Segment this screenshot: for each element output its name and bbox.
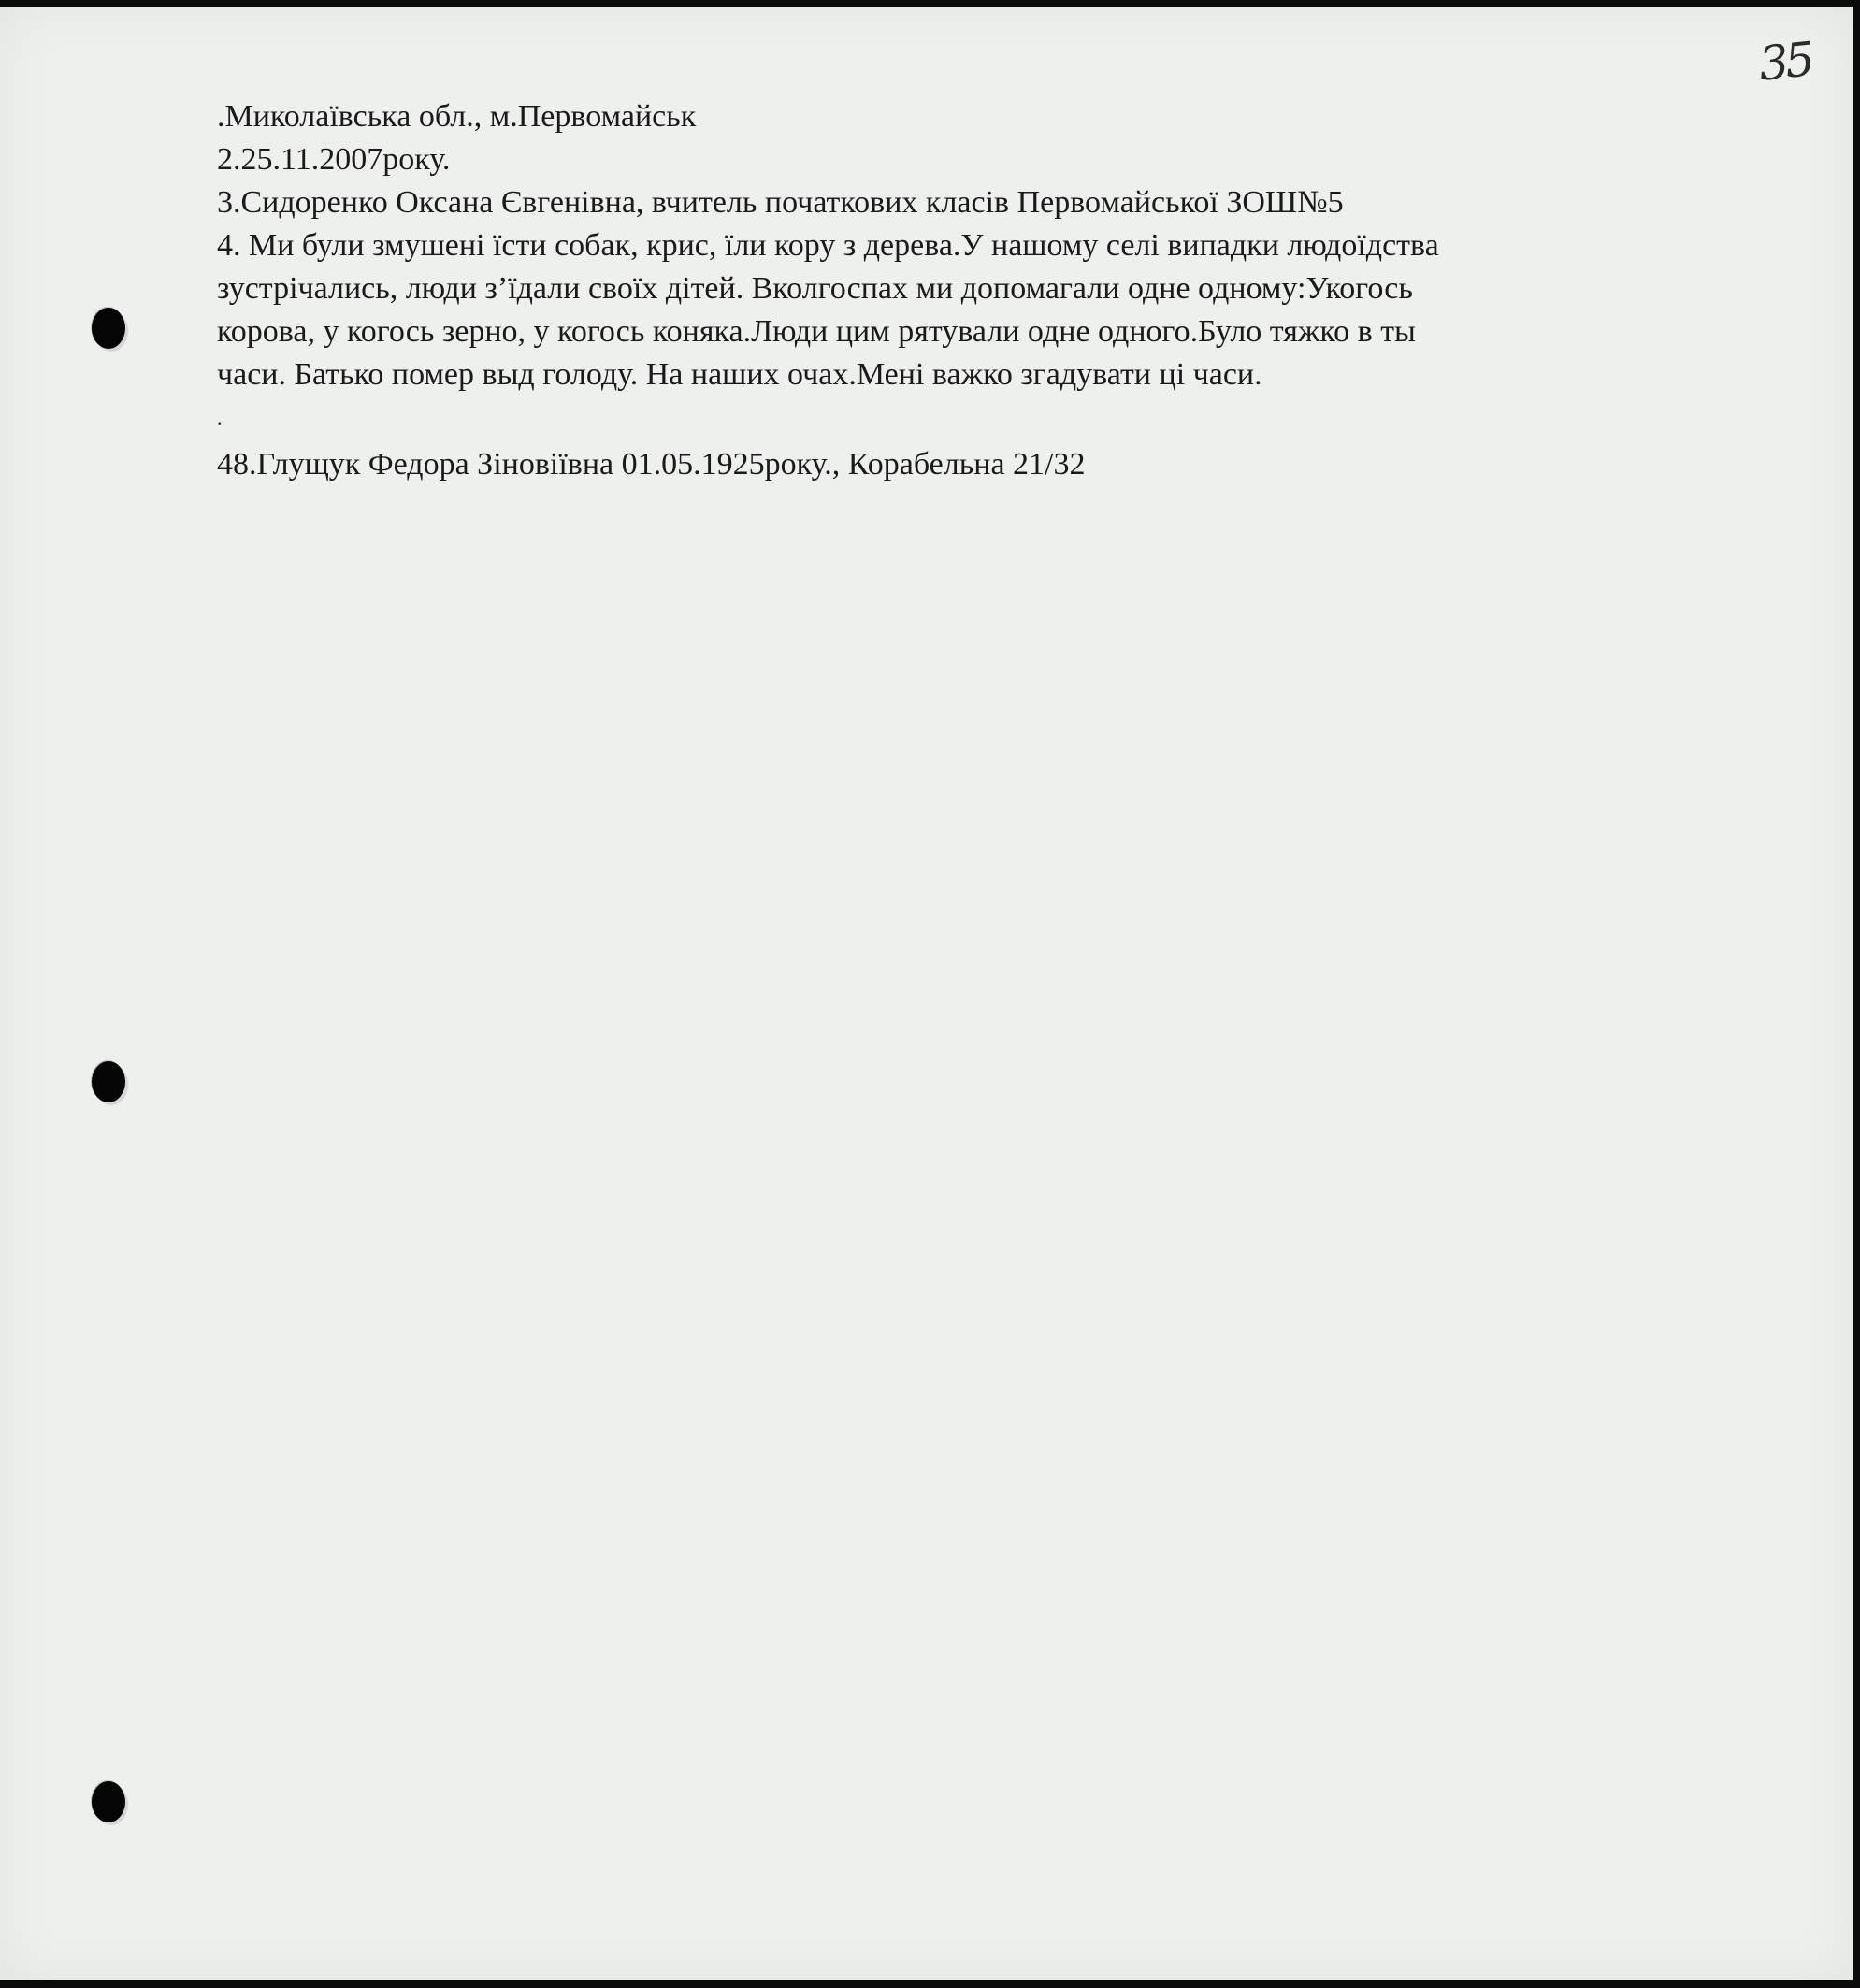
date-line: 2.25.11.2007року. (217, 142, 451, 177)
region-line: .Миколаївська обл., м.Первомайськ (217, 99, 697, 134)
document-body (217, 95, 1676, 486)
witness-entry: 48.Глущук Федора Зіновіївна 01.05.1925року., Корабельна 21/32 (217, 447, 1086, 482)
testimony-paragraph (217, 224, 1676, 396)
punch-hole-bottom (92, 1781, 125, 1822)
handwritten-page-number: 35 (1756, 32, 1814, 92)
testimony-line: зустрічались, люди з’їдали своїх дітей. Вколгоспах ми допомагали одне одному:Укогось (217, 271, 1413, 306)
separator-dot: . (217, 406, 223, 429)
punch-hole-middle (92, 1061, 125, 1102)
interviewer-line: 3.Сидоренко Оксана Євгенівна, вчитель початкових класів Первомайської ЗОШ№5 (217, 185, 1344, 220)
document-page (0, 7, 1853, 1980)
testimony-line: 4. Ми були змушені їсти собак, крис, їли кору з дерева.У нашому селі випадки людоїдства (217, 228, 1439, 263)
testimony-line: часи. Батько помер выд голоду. На наших очах.Мені важко згадувати ці часи. (217, 357, 1262, 392)
punch-hole-top (92, 308, 125, 349)
testimony-line: корова, у когось зерно, у когось коняка.Люди цим рятували одне одного.Було тяжко в ты (217, 314, 1416, 349)
